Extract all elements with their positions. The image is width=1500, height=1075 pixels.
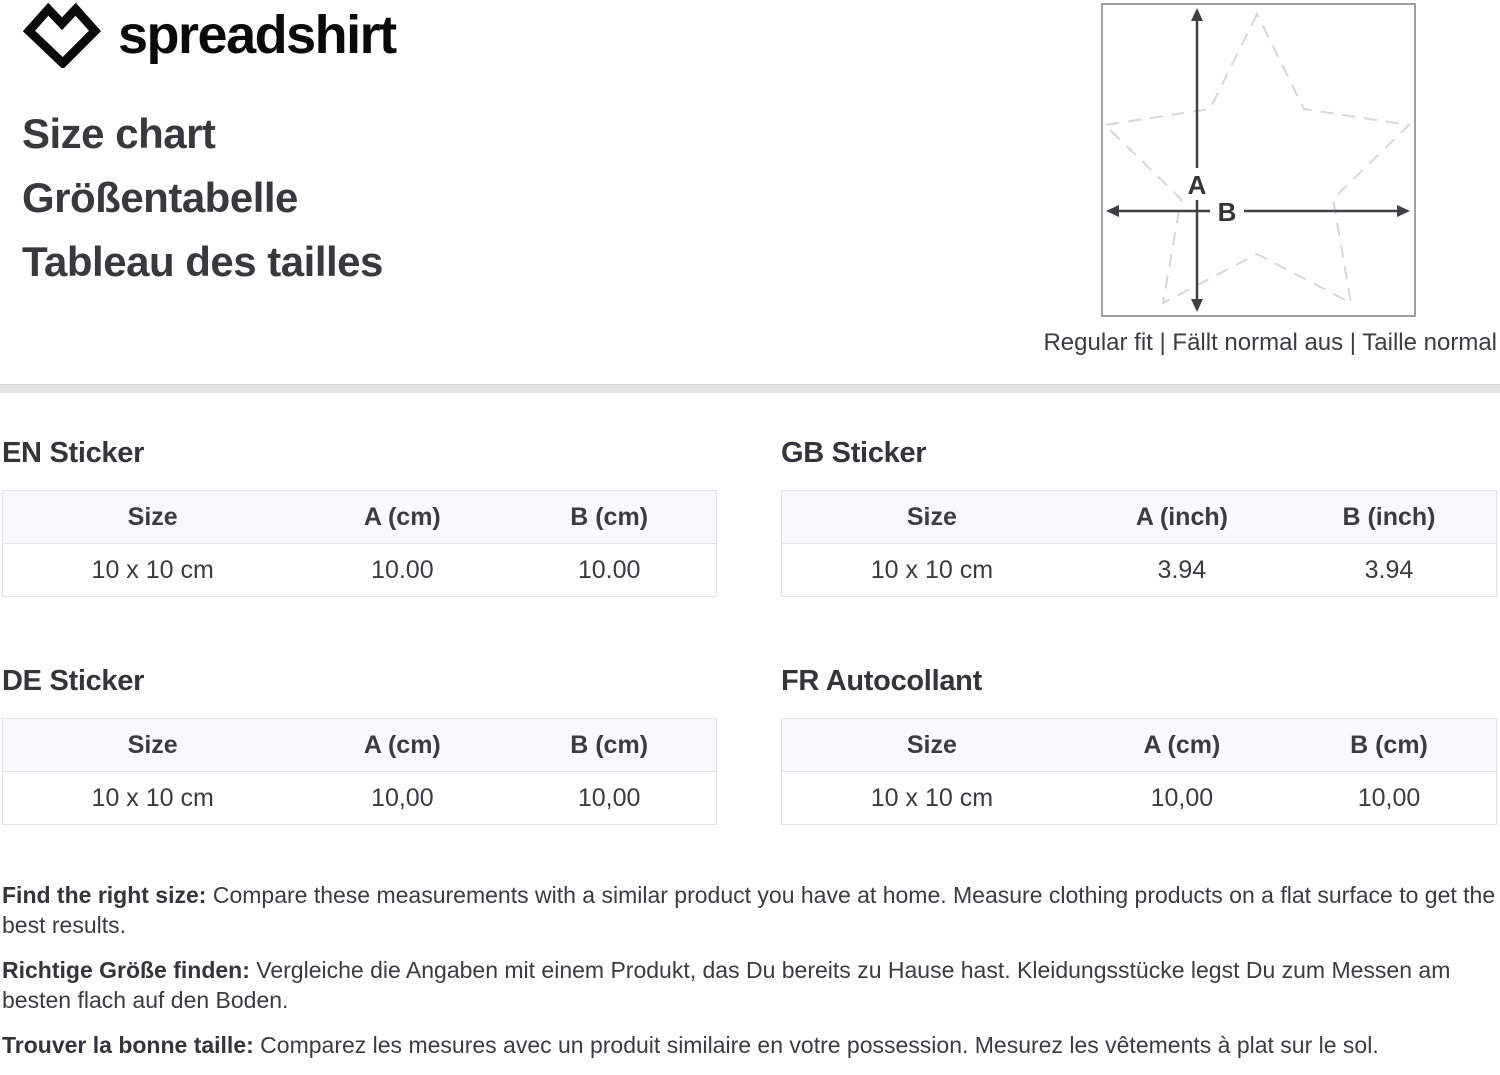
footnote-de: [2, 955, 1498, 1015]
footnote-de-lead: Richtige Größe finden:: [2, 957, 250, 983]
footnote-de-text: Vergleiche die Angaben mit einem Produkt, das Du bereits zu Hause hast. Kleidungsstücke legst Du zum Messen am besten flach auf den Boden.: [2, 957, 1451, 1013]
spreadshirt-heart-icon: [20, 2, 104, 68]
table-heading-fr: FR Autocollant: [781, 665, 982, 697]
column-header-size: Size: [782, 719, 1082, 772]
a-value-cell: 3.94: [1082, 544, 1282, 597]
size-table-fr: [781, 718, 1497, 825]
arrow-a: [1191, 8, 1203, 312]
section-divider: [0, 384, 1500, 393]
logo-wordmark: spreadshirt: [118, 5, 396, 65]
column-header-size: Size: [3, 491, 303, 544]
arrow-b: [1106, 205, 1410, 217]
footnotes: [2, 880, 1498, 1075]
table-header-row: [782, 491, 1497, 544]
brand-logo: [20, 2, 396, 68]
column-header-size: Size: [3, 719, 303, 772]
footnote-fr-text: Comparez les mesures avec un produit similaire en votre possession. Mesurez les vêtements à plat sur le sol.: [253, 1032, 1379, 1058]
table-header-row: [3, 719, 717, 772]
label-a: A: [1187, 170, 1207, 200]
page-title-group: [22, 102, 383, 294]
size-table-section-de: [2, 664, 717, 825]
table-header-row: [3, 491, 717, 544]
fit-diagram: [1101, 3, 1416, 317]
fit-caption: Regular fit | Fällt normal aus | Taille normal: [1043, 329, 1497, 356]
label-b: B: [1217, 197, 1237, 227]
b-value-cell: 10,00: [1282, 772, 1497, 825]
table-heading-en: EN Sticker: [2, 437, 145, 469]
column-header-b: B (cm): [502, 719, 716, 772]
size-cell: 10 x 10 cm: [3, 772, 303, 825]
size-table-section-gb: [781, 436, 1497, 597]
table-heading-de: DE Sticker: [2, 665, 145, 697]
page-title-fr: Tableau des tailles: [22, 238, 383, 285]
size-table-section-en: [2, 436, 717, 597]
a-value-cell: 10,00: [302, 772, 502, 825]
star-outline: [1105, 14, 1409, 303]
fit-diagram-svg: [1103, 5, 1414, 315]
a-value-cell: 10.00: [302, 544, 502, 597]
size-table-section-fr: [781, 664, 1497, 825]
size-cell: 10 x 10 cm: [3, 544, 303, 597]
column-header-b: B (inch): [1282, 491, 1497, 544]
table-header-row: [782, 719, 1497, 772]
table-heading-gb: GB Sticker: [781, 437, 927, 469]
footnote-en: [2, 880, 1498, 940]
column-header-a: A (cm): [1082, 719, 1282, 772]
size-table-gb: [781, 490, 1497, 597]
footnote-fr-lead: Trouver la bonne taille:: [2, 1032, 254, 1058]
table-row: [782, 544, 1497, 597]
size-cell: 10 x 10 cm: [782, 544, 1082, 597]
b-value-cell: 10,00: [502, 772, 716, 825]
size-table-en: [2, 490, 717, 597]
column-header-b: B (cm): [502, 491, 716, 544]
column-header-a: A (cm): [302, 491, 502, 544]
footnote-en-text: Compare these measurements with a similar product you have at home. Measure clothing products on a flat surface to get the best results.: [2, 882, 1496, 938]
column-header-a: A (inch): [1082, 491, 1282, 544]
table-row: [3, 544, 717, 597]
page-title-de: Größentabelle: [22, 174, 298, 221]
size-cell: 10 x 10 cm: [782, 772, 1082, 825]
b-value-cell: 3.94: [1282, 544, 1497, 597]
column-header-a: A (cm): [302, 719, 502, 772]
page-title-en: Size chart: [22, 110, 216, 157]
footnote-en-lead: Find the right size:: [2, 882, 207, 908]
column-header-b: B (cm): [1282, 719, 1497, 772]
column-header-size: Size: [782, 491, 1082, 544]
size-table-de: [2, 718, 717, 825]
b-value-cell: 10.00: [502, 544, 716, 597]
a-value-cell: 10,00: [1082, 772, 1282, 825]
table-row: [3, 772, 717, 825]
table-row: [782, 772, 1497, 825]
footnote-fr: [2, 1030, 1498, 1060]
